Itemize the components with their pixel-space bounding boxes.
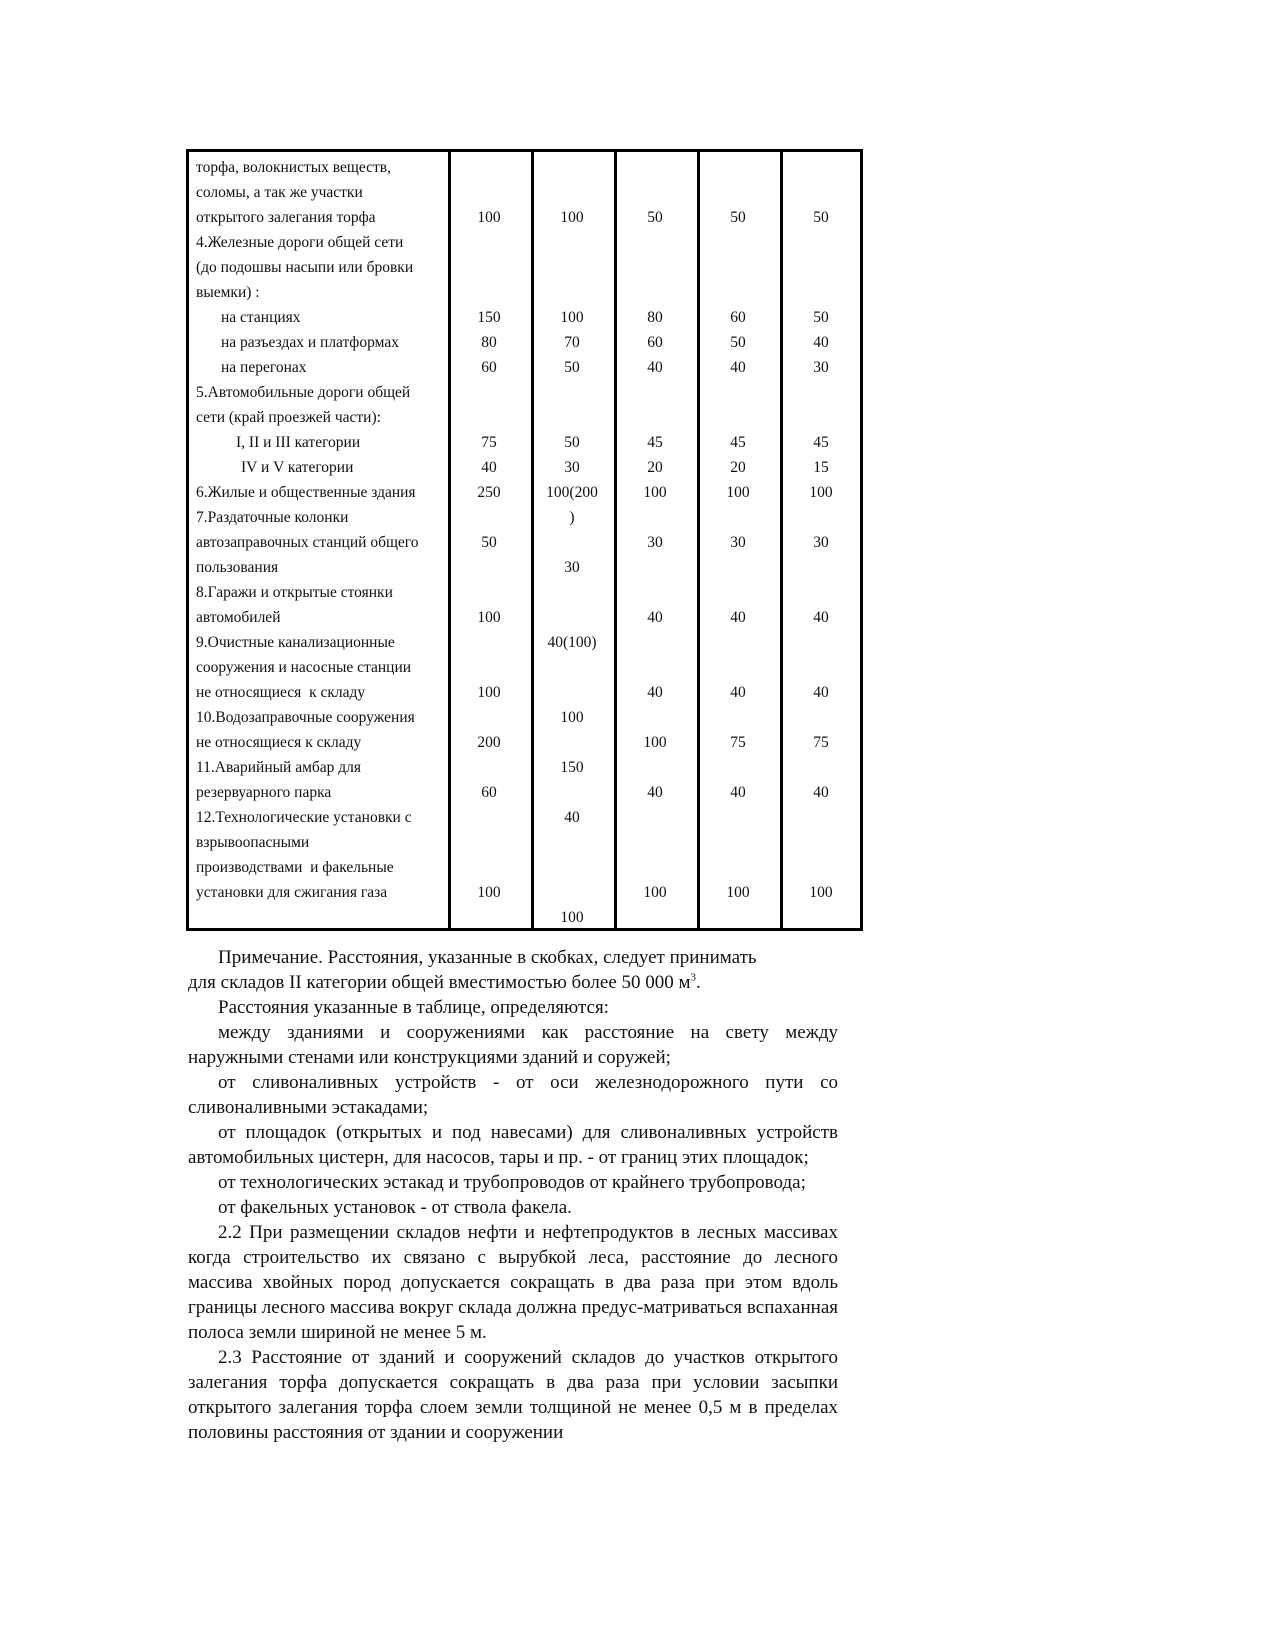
table-cell-value: 40 (647, 684, 663, 701)
table-cell-value: 75 (813, 734, 829, 751)
table-row-label: сооружения и насосные станции (196, 659, 412, 676)
table-row-label: автомобилей (196, 609, 281, 626)
table-row-label: не относящиеся к складу (196, 684, 366, 701)
distance-table (186, 149, 863, 931)
table-row-label: (до подошвы насыпи или бровки (196, 259, 414, 276)
table-cell-value: 50 (564, 434, 580, 451)
table-row-label: на станциях (221, 309, 301, 326)
table-cell-value: 100 (643, 884, 667, 901)
table-row-label: 12.Технологические установки с (196, 809, 412, 826)
table-cell-value: 40 (481, 459, 497, 476)
table-row-label: не относящиеся к складу (196, 734, 362, 751)
table-cell-value: 40 (647, 359, 663, 376)
table-cell-value: 40(100) (547, 634, 597, 651)
table-row-label: 5.Автомобильные дороги общей (196, 384, 411, 401)
paragraph: от технологических эстакад и трубопроводов от крайнего трубопровода; (218, 1172, 806, 1193)
table-cell-value: 80 (647, 309, 663, 326)
column-divider (697, 149, 700, 931)
table-cell-value: 30 (564, 459, 580, 476)
table-cell-value: 100 (643, 734, 667, 751)
table-cell-value: 100 (726, 484, 750, 501)
table-row-label: пользования (196, 559, 279, 576)
table-cell-value: 100 (560, 909, 584, 926)
table-row-label: 10.Водозаправочные сооружения (196, 709, 415, 726)
table-cell-value: 150 (477, 309, 501, 326)
paragraph: между зданиями и сооружениями как расстояние на свету между наружными стенами или конструкциями зданий и соружей; (188, 1022, 838, 1068)
table-cell-value: 100(200 (546, 484, 598, 501)
table-row-label: выемки) : (196, 284, 260, 301)
table-cell-value: 50 (730, 209, 746, 226)
table-row-label: производствами и факельные (196, 859, 394, 876)
note-line-2: для складов II категории общей вместимостью более 50 000 $м^3$. (188, 971, 701, 993)
table-cell-value: 40 (730, 784, 746, 801)
table-cell-value: 40 (813, 784, 829, 801)
table-cell-value: 100 (477, 209, 501, 226)
table-cell-value: 60 (481, 784, 497, 801)
column-divider (614, 149, 617, 931)
table-cell-value: 60 (730, 309, 746, 326)
table-cell-value: 150 (560, 759, 584, 776)
column-divider (780, 149, 783, 931)
table-cell-value: 20 (647, 459, 663, 476)
table-row-label: резервуарного парка (196, 784, 332, 801)
table-cell-value: 100 (726, 884, 750, 901)
table-cell-value: 100 (477, 684, 501, 701)
table-cell-value: 75 (730, 734, 746, 751)
table-row-label: на разъездах и платформах (221, 334, 399, 351)
table-cell-value: 20 (730, 459, 746, 476)
table-cell-value: 40 (813, 684, 829, 701)
table-cell-value: 100 (560, 309, 584, 326)
table-cell-value: 45 (730, 434, 746, 451)
table-cell-value: 100 (809, 484, 833, 501)
table-cell-value: 45 (813, 434, 829, 451)
table-cell-value: 60 (481, 359, 497, 376)
table-cell-value: 50 (813, 209, 829, 226)
table-cell-value: 100 (477, 609, 501, 626)
paragraph: от факельных установок - от ствола факела. (218, 1197, 572, 1218)
table-row-label: 11.Аварийный амбар для (196, 759, 362, 776)
table-row-label: установки для сжигания газа (196, 884, 388, 901)
table-cell-value: 40 (730, 609, 746, 626)
table-cell-value: 40 (647, 609, 663, 626)
table-cell-value: 30 (647, 534, 663, 551)
table-row-label: 9.Очистные канализационные (196, 634, 395, 651)
table-cell-value: 50 (730, 334, 746, 351)
table-cell-value: 40 (730, 359, 746, 376)
table-cell-value: 50 (564, 359, 580, 376)
table-cell-value: 60 (647, 334, 663, 351)
table-cell-value: 40 (813, 334, 829, 351)
table-cell-value: 100 (560, 209, 584, 226)
table-cell-value: 100 (560, 709, 584, 726)
table-cell-value: 50 (647, 209, 663, 226)
table-cell-value: 200 (477, 734, 501, 751)
table-cell-value: 45 (647, 434, 663, 451)
table-cell-value: 40 (813, 609, 829, 626)
table-cell-value: 30 (813, 359, 829, 376)
table-row-label: автозаправочных станций общего (196, 534, 419, 551)
column-divider (448, 149, 451, 931)
table-row-label: на перегонах (221, 359, 307, 376)
table-cell-value: 30 (730, 534, 746, 551)
column-divider (531, 149, 534, 931)
table-cell-value: 30 (813, 534, 829, 551)
table-cell-value: 75 (481, 434, 497, 451)
table-cell-value: 70 (564, 334, 580, 351)
table-row-label: 6.Жилые и общественные здания (196, 484, 416, 501)
table-row-label: соломы, а так же участки (196, 184, 363, 201)
paragraph: 2.2 При размещении складов нефти и нефтепродуктов в лесных массивах когда строительство их связано с вырубкой леса, расстояние до лесного массива хвойных пород допускается сокращать в два раза при этом вдоль границы лесного массива вокруг склада должна предус-матриваться вспаханная полоса земли шириной не менее 5 м. (188, 1222, 838, 1343)
table-cell-value: 50 (481, 534, 497, 551)
paragraph: от сливоналивных устройств - от оси железнодорожного пути со сливоналивными эстакадами; (188, 1072, 838, 1118)
table-cell-value: 80 (481, 334, 497, 351)
paragraph: Расстояния указанные в таблице, определяются: (218, 997, 609, 1018)
table-cell-value: 250 (477, 484, 501, 501)
table-row-label: торфа, волокнистых веществ, (196, 159, 391, 176)
table-row-label: 7.Раздаточные колонки (196, 509, 349, 526)
table-cell-value: 40 (730, 684, 746, 701)
body-text (188, 945, 838, 1445)
table-cell-value: 15 (813, 459, 829, 476)
table-cell-value: ) (569, 509, 575, 526)
table-row-label: взрывоопасными (196, 834, 310, 851)
paragraph: от площадок (открытых и под навесами) для сливоналивных устройств автомобильных цистерн, для насосов, тары и пр. - от границ этих площадок; (188, 1122, 838, 1168)
table-cell-value: 40 (647, 784, 663, 801)
table-cell-value: 100 (477, 884, 501, 901)
table-row-label: 4.Железные дороги общей сети (196, 234, 404, 251)
table-cell-value: 30 (564, 559, 580, 576)
table-row-label: IV и V категории (241, 459, 354, 476)
table-cell-value: 100 (643, 484, 667, 501)
table-row-label: сети (край проезжей части): (196, 409, 381, 426)
table-row-label: I, II и III категории (236, 434, 361, 451)
table-cell-value: 50 (813, 309, 829, 326)
table-row-label: 8.Гаражи и открытые стоянки (196, 584, 393, 601)
note-line-1: Примечание. Расстояния, указанные в скобках, следует принимать (218, 947, 757, 968)
table-cell-value: 100 (809, 884, 833, 901)
paragraph: 2.3 Расстояние от зданий и сооружений складов до участков открытого залегания торфа допускается сокращать в два раза при условии засыпки открытого залегания торфа слоем земли толщиной не менее 0,5 м в пределах половины расстояния от здании и сооружении (188, 1347, 838, 1443)
table-row-label: открытого залегания торфа (196, 209, 376, 226)
table-cell-value: 40 (564, 809, 580, 826)
